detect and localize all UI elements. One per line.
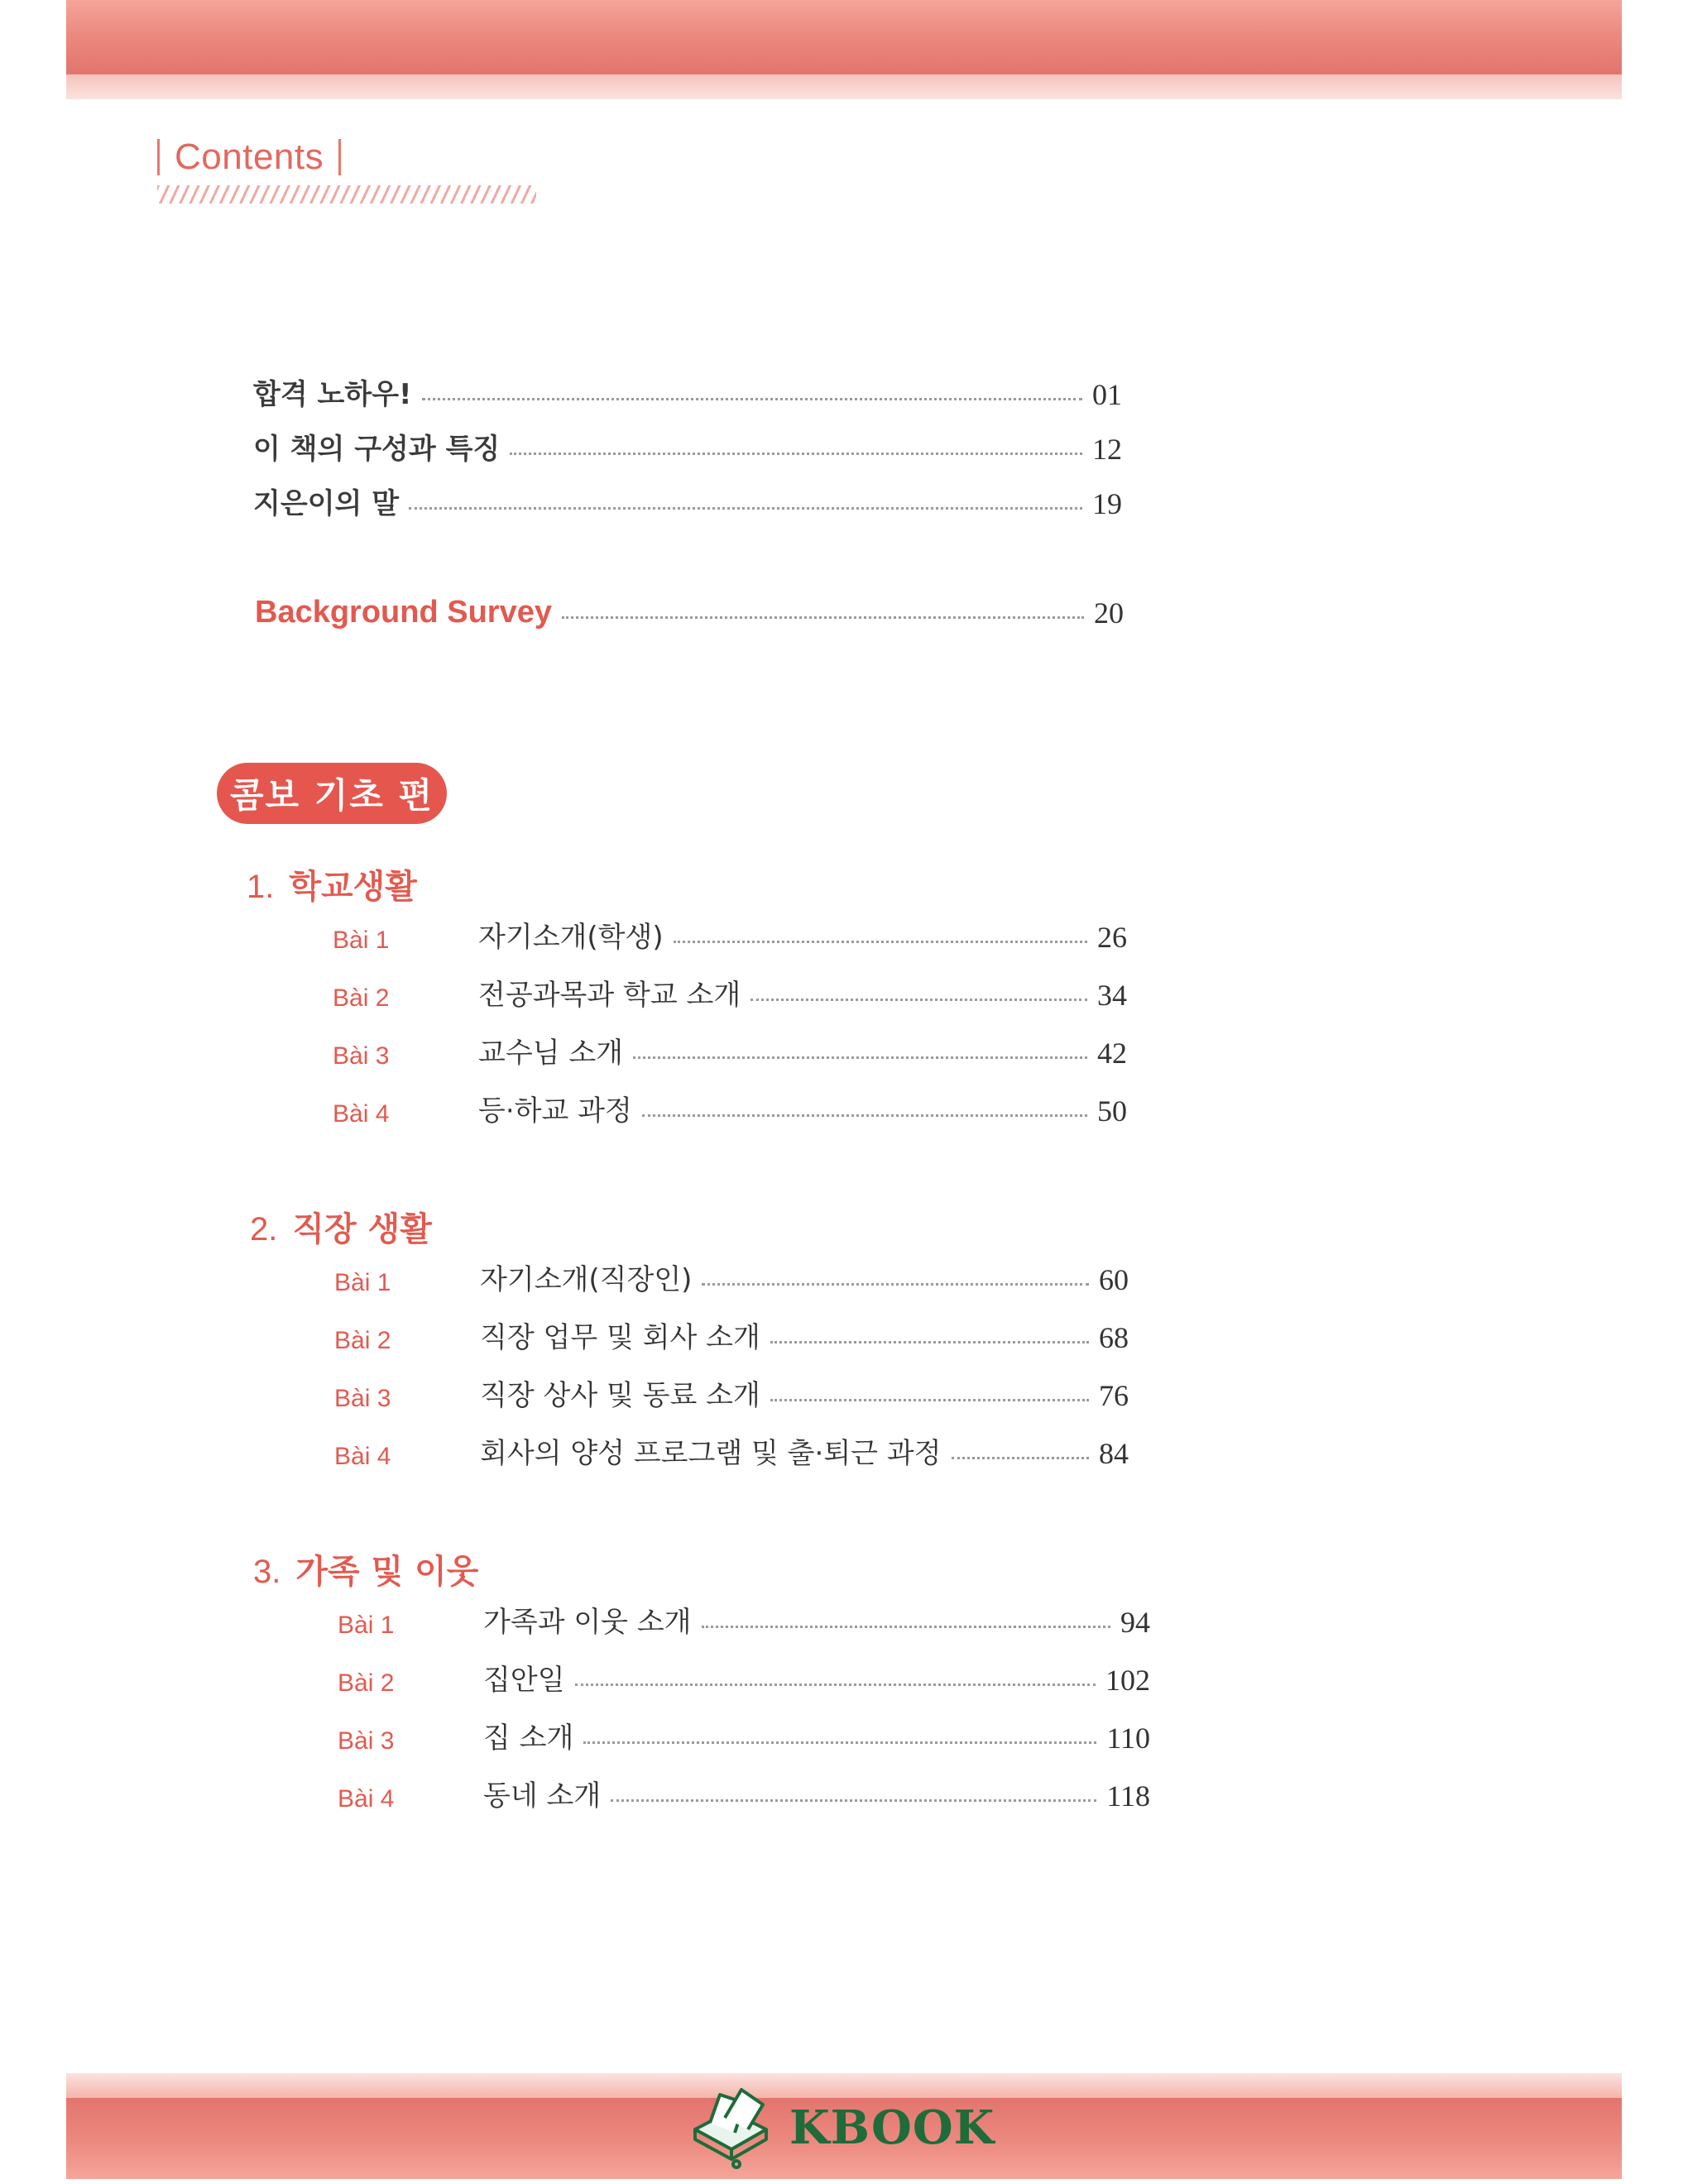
leader-dots [702, 1626, 1110, 1628]
heading-right-bar [338, 139, 341, 175]
lesson-entry[interactable] [333, 1029, 1127, 1070]
section-number: 3. [253, 1554, 281, 1590]
lesson-number: Bài 2 [334, 1327, 391, 1354]
lesson-number: Bài 1 [338, 1612, 395, 1639]
leader-dots [409, 507, 1082, 510]
toc-entry-page: 01 [1092, 378, 1122, 411]
lesson-entry[interactable] [333, 913, 1127, 955]
lesson-title: 등·하교 과정 [478, 1094, 632, 1128]
lesson-title: 전공과목과 학교 소개 [478, 979, 741, 1012]
section-name: 학교생활 [289, 868, 417, 906]
page-title: Contents [175, 136, 324, 177]
leader-dots [952, 1457, 1089, 1459]
toc-entry-label: 합격 노하우! [253, 378, 412, 411]
header-band [66, 0, 1622, 74]
section-title [250, 1203, 432, 1250]
toc-entry[interactable] [253, 425, 1122, 467]
lesson-page: 50 [1097, 1094, 1127, 1128]
lesson-title: 집안일 [483, 1664, 565, 1697]
leader-dots [770, 1399, 1089, 1401]
books-icon [687, 2086, 784, 2169]
toc-entry-survey[interactable] [255, 589, 1124, 630]
survey-label: Background Survey [255, 595, 552, 630]
lesson-title: 자기소개(학생) [478, 921, 664, 954]
lesson-page: 42 [1097, 1037, 1127, 1070]
lesson-entry[interactable] [333, 971, 1127, 1013]
decorative-hatch [157, 185, 536, 204]
leader-dots [750, 999, 1087, 1001]
lesson-number: Bài 3 [333, 1042, 390, 1070]
lesson-entry[interactable] [338, 1598, 1150, 1640]
lesson-number: Bài 4 [334, 1443, 391, 1470]
leader-dots [702, 1283, 1089, 1286]
lesson-title: 직장 상사 및 동료 소개 [480, 1379, 760, 1412]
header-band-highlight [66, 74, 1622, 99]
leader-dots [583, 1741, 1096, 1744]
lesson-page: 60 [1099, 1263, 1129, 1296]
lesson-number: Bài 1 [333, 927, 390, 954]
survey-page: 20 [1094, 596, 1124, 630]
lesson-number: Bài 4 [338, 1785, 395, 1813]
brand-name: KBOOK [789, 2100, 995, 2155]
contents-heading [157, 134, 341, 180]
kbook-logo [687, 2086, 995, 2169]
toc-entry-label: 이 책의 구성과 특징 [253, 433, 501, 466]
toc-entry-page: 12 [1092, 433, 1122, 466]
section-title [247, 860, 417, 908]
part-badge: 콤보 기초 편 [217, 763, 447, 824]
lesson-number: Bài 3 [334, 1385, 391, 1412]
section-name: 가족 및 이웃 [295, 1553, 479, 1591]
lesson-entry[interactable] [338, 1772, 1150, 1813]
leader-dots [575, 1684, 1096, 1686]
leader-dots [611, 1799, 1096, 1802]
lesson-title: 직장 업무 및 회사 소개 [480, 1321, 760, 1354]
section-name: 직장 생활 [292, 1210, 432, 1248]
lesson-title: 회사의 양성 프로그램 및 출·퇴근 과정 [480, 1437, 942, 1470]
leader-dots [633, 1056, 1087, 1059]
lesson-entry[interactable] [338, 1656, 1150, 1698]
lesson-number: Bài 3 [338, 1727, 395, 1755]
lesson-entry[interactable] [334, 1256, 1129, 1297]
lesson-title: 교수님 소개 [478, 1037, 624, 1070]
lesson-page: 76 [1099, 1379, 1129, 1412]
section-number: 2. [250, 1211, 278, 1248]
lesson-page: 26 [1097, 921, 1127, 954]
lesson-number: Bài 1 [334, 1269, 391, 1296]
lesson-entry[interactable] [334, 1372, 1129, 1413]
lesson-page: 68 [1099, 1321, 1129, 1354]
lesson-entry[interactable] [338, 1714, 1150, 1755]
toc-entry-label: 지은이의 말 [253, 487, 400, 520]
leader-dots [562, 616, 1084, 619]
lesson-title: 집 소개 [483, 1722, 574, 1755]
lesson-title: 동네 소개 [483, 1779, 602, 1813]
lesson-page: 118 [1106, 1779, 1150, 1813]
section-title [253, 1545, 478, 1592]
lesson-page: 94 [1120, 1606, 1150, 1639]
toc-entry-page: 19 [1092, 487, 1122, 520]
leader-dots [770, 1341, 1089, 1343]
leader-dots [510, 453, 1082, 455]
lesson-page: 102 [1105, 1664, 1150, 1697]
leader-dots [422, 398, 1082, 400]
section-number: 1. [247, 869, 275, 905]
leader-dots [674, 941, 1087, 943]
lesson-title: 가족과 이웃 소개 [483, 1606, 692, 1639]
lesson-page: 110 [1106, 1722, 1150, 1755]
toc-entry[interactable] [253, 480, 1122, 521]
lesson-page: 84 [1099, 1437, 1129, 1470]
lesson-entry[interactable] [334, 1430, 1129, 1471]
lesson-number: Bài 2 [333, 984, 390, 1012]
lesson-entry[interactable] [333, 1087, 1127, 1128]
lesson-number: Bài 2 [338, 1669, 395, 1697]
toc-entry[interactable] [253, 371, 1122, 412]
lesson-entry[interactable] [334, 1314, 1129, 1355]
leader-dots [642, 1114, 1087, 1117]
lesson-page: 34 [1097, 979, 1127, 1012]
lesson-number: Bài 4 [333, 1100, 390, 1128]
lesson-title: 자기소개(직장인) [480, 1263, 693, 1296]
